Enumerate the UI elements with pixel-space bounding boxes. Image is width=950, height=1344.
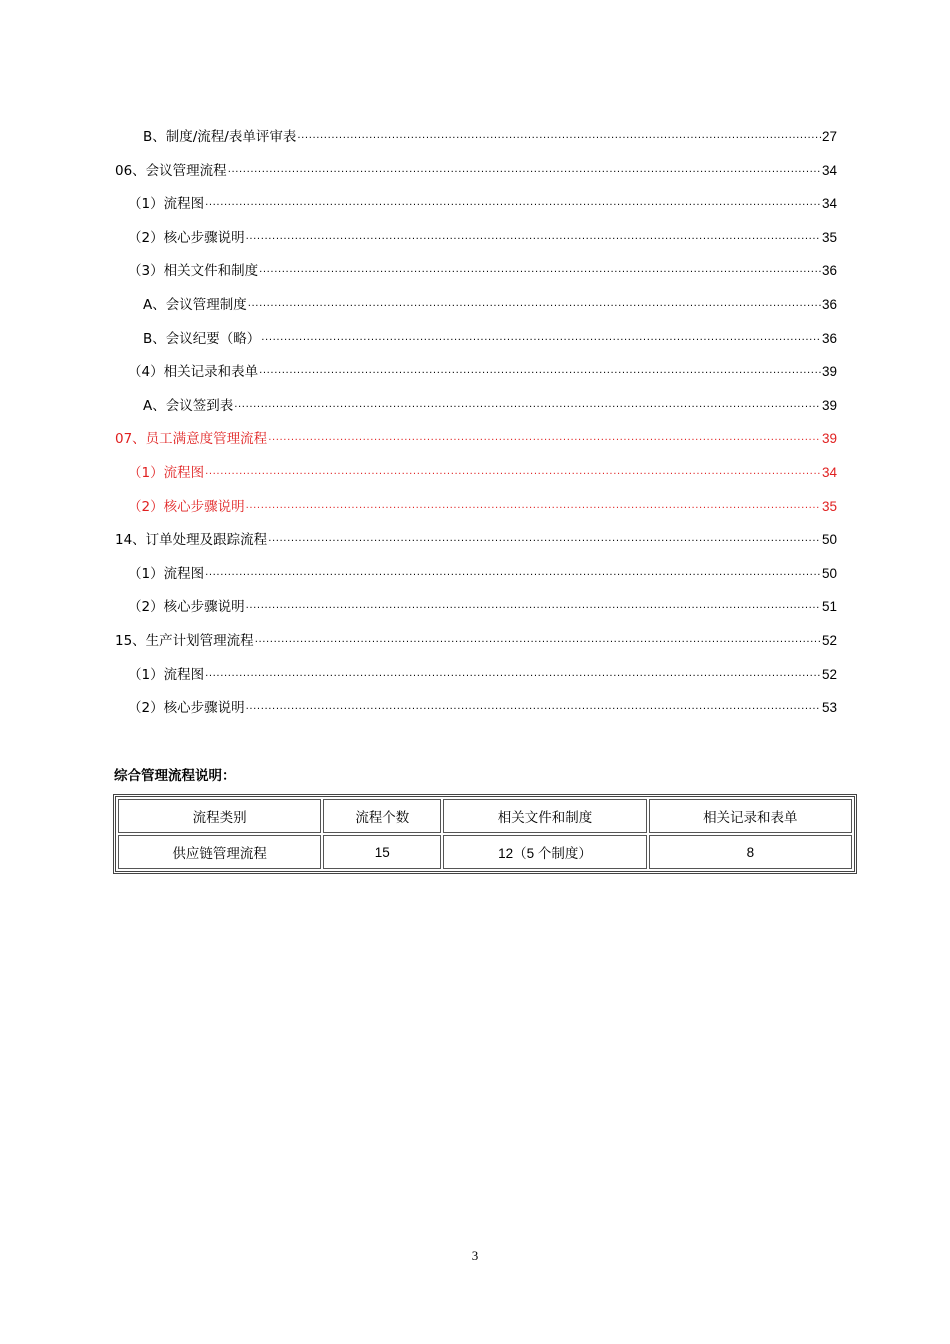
toc-entry[interactable] bbox=[143, 126, 837, 148]
toc-entry-page-number: 52 bbox=[821, 667, 837, 682]
toc-entry[interactable] bbox=[128, 596, 837, 618]
toc-entry[interactable] bbox=[128, 563, 837, 585]
toc-entry[interactable] bbox=[115, 160, 837, 182]
toc-entry-page-number: 34 bbox=[821, 465, 837, 480]
toc-entry-page-number: 39 bbox=[821, 431, 837, 446]
cell-category: 供应链管理流程 bbox=[118, 835, 321, 869]
toc-entry[interactable] bbox=[128, 227, 837, 249]
toc-entry-page-number: 53 bbox=[821, 700, 837, 715]
toc-dot-leader bbox=[246, 229, 821, 251]
toc-entry-label: （2）核心步骤说明 bbox=[128, 700, 245, 716]
toc-entry-label: 14、订单处理及跟踪流程 bbox=[115, 532, 268, 548]
cell-count: 15 bbox=[323, 835, 441, 869]
toc-entry[interactable] bbox=[128, 361, 837, 383]
toc-entry-page-number: 36 bbox=[821, 263, 837, 278]
toc-entry-label: （1）流程图 bbox=[128, 196, 205, 212]
toc-entry-page-number: 50 bbox=[821, 532, 837, 547]
toc-entry[interactable] bbox=[128, 664, 837, 686]
toc-entry-page-number: 50 bbox=[821, 566, 837, 581]
toc-dot-leader bbox=[259, 262, 821, 284]
toc-entry-page-number: 35 bbox=[821, 499, 837, 514]
toc-dot-leader bbox=[205, 195, 821, 217]
toc-entry-page-number: 34 bbox=[821, 196, 837, 211]
toc-dot-leader bbox=[259, 363, 821, 385]
toc-entry-label: A、会议签到表 bbox=[143, 398, 234, 414]
toc-entry-page-number: 39 bbox=[821, 364, 837, 379]
header-cell-documents: 相关文件和制度 bbox=[443, 799, 646, 833]
toc-dot-leader bbox=[268, 430, 821, 452]
toc-entry-label: （2）核心步骤说明 bbox=[128, 499, 245, 515]
toc-entry-label: （1）流程图 bbox=[128, 667, 205, 683]
toc-entry-label: （1）流程图 bbox=[128, 566, 205, 582]
toc-entry[interactable] bbox=[128, 193, 837, 215]
toc-entry-page-number: 34 bbox=[821, 163, 837, 178]
toc-entry[interactable] bbox=[128, 496, 837, 518]
toc-dot-leader bbox=[246, 498, 821, 520]
toc-dot-leader bbox=[297, 128, 821, 150]
toc-entry[interactable] bbox=[128, 697, 837, 719]
toc-dot-leader bbox=[268, 531, 821, 553]
toc-entry-label: 07、员工满意度管理流程 bbox=[115, 431, 268, 447]
toc-entry-page-number: 51 bbox=[821, 599, 837, 614]
toc-entry-page-number: 36 bbox=[821, 297, 837, 312]
cell-documents: 12（5 个制度） bbox=[443, 835, 646, 869]
toc-entry-label: （2）核心步骤说明 bbox=[128, 230, 245, 246]
toc-entry-page-number: 35 bbox=[821, 230, 837, 245]
header-cell-records: 相关记录和表单 bbox=[649, 799, 852, 833]
table-row bbox=[118, 835, 852, 869]
toc-entry-label: 06、会议管理流程 bbox=[115, 163, 227, 179]
cell-records: 8 bbox=[649, 835, 852, 869]
toc-entry[interactable] bbox=[128, 260, 837, 282]
toc-dot-leader bbox=[248, 296, 821, 318]
toc-entry-label: A、会议管理制度 bbox=[143, 297, 247, 313]
toc-entry-label: B、会议纪要（略） bbox=[143, 331, 261, 347]
toc-entry-page-number: 27 bbox=[821, 129, 837, 144]
header-cell-category: 流程类别 bbox=[118, 799, 321, 833]
toc-entry-label: （3）相关文件和制度 bbox=[128, 263, 259, 279]
toc-dot-leader bbox=[228, 162, 821, 184]
toc-entry-label: B、制度/流程/表单评审表 bbox=[143, 129, 297, 145]
toc-dot-leader bbox=[246, 699, 821, 721]
toc-entry-label: （4）相关记录和表单 bbox=[128, 364, 259, 380]
summary-title: 综合管理流程说明： bbox=[114, 768, 236, 784]
toc-entry[interactable] bbox=[143, 395, 837, 417]
toc-dot-leader bbox=[205, 666, 821, 688]
toc-dot-leader bbox=[255, 632, 821, 654]
summary-table bbox=[113, 794, 857, 874]
toc-entry[interactable] bbox=[115, 428, 837, 450]
toc-entry-label: （1）流程图 bbox=[128, 465, 205, 481]
header-cell-count: 流程个数 bbox=[323, 799, 441, 833]
toc-entry-page-number: 52 bbox=[821, 633, 837, 648]
toc-entry[interactable] bbox=[143, 328, 837, 350]
toc-dot-leader bbox=[234, 397, 821, 419]
toc-dot-leader bbox=[246, 598, 821, 620]
toc-dot-leader bbox=[205, 464, 821, 486]
toc-entry[interactable] bbox=[115, 529, 837, 551]
toc-entry-label: 15、生产计划管理流程 bbox=[115, 633, 254, 649]
toc-entry-label: （2）核心步骤说明 bbox=[128, 599, 245, 615]
table-header-row bbox=[118, 799, 852, 833]
toc-entry[interactable] bbox=[143, 294, 837, 316]
toc-dot-leader bbox=[261, 330, 821, 352]
toc-entry-page-number: 39 bbox=[821, 398, 837, 413]
page-number: 3 bbox=[471, 1248, 479, 1263]
toc-entry[interactable] bbox=[115, 630, 837, 652]
toc-entry-page-number: 36 bbox=[821, 331, 837, 346]
toc-dot-leader bbox=[205, 565, 821, 587]
toc-entry[interactable] bbox=[128, 462, 837, 484]
